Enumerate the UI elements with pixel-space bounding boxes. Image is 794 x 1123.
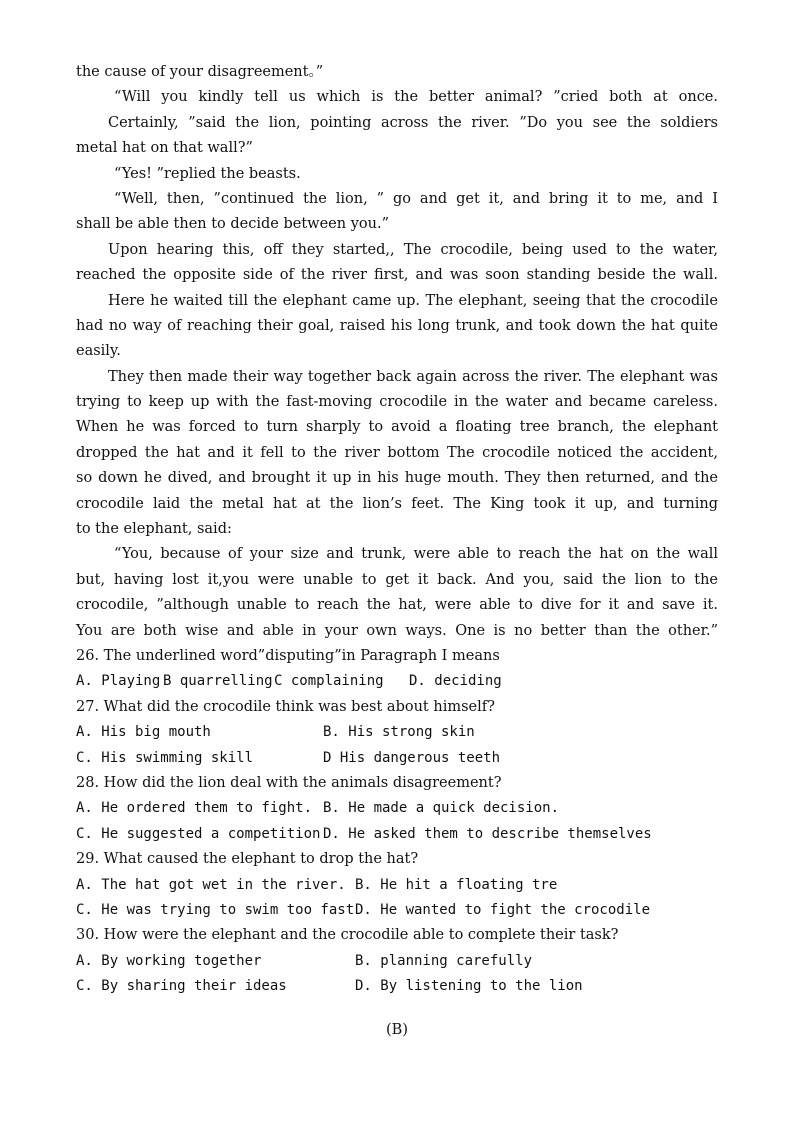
option-a: A. He ordered them to fight. [76, 800, 313, 817]
question-28-stem: 28. How did the lion deal with the animals disagreement? [76, 774, 502, 791]
passage-line: shall be able then to decide between you.” [76, 216, 389, 233]
option-b: B quarrelling [163, 673, 273, 690]
option-a: A. By working together [76, 952, 262, 969]
question-27-stem: 27. What did the crocodile think was best about himself? [76, 698, 495, 715]
passage-line: easily. [76, 343, 121, 360]
option-a: A. His big mouth [76, 724, 211, 741]
passage-line: dropped the hat and it fell to the river bottom The crocodile noticed the accident, [76, 444, 718, 461]
passage-line: Certainly, ”said the lion, pointing across the river. ”Do you see the soldiers [108, 114, 718, 131]
question-29-stem: 29. What caused the elephant to drop the hat? [76, 851, 419, 868]
question-27-options-cd [76, 746, 718, 771]
option-d: D. deciding [409, 673, 502, 690]
passage-line: Upon hearing this, off they started,, The crocodile, being used to the water, [108, 241, 718, 258]
option-c: C complaining [274, 673, 384, 690]
option-c: C. His swimming skill [76, 749, 254, 766]
section-marker: (B) [386, 1022, 408, 1038]
question-30-stem: 30. How were the elephant and the crocodile able to complete their task? [76, 927, 619, 944]
question-27-options-ab [76, 720, 718, 745]
passage-line: to the elephant, said: [76, 521, 232, 538]
passage-line: trying to keep up with the fast-moving crocodile in the water and became careless. [76, 394, 718, 411]
question-28-options-cd [76, 822, 718, 847]
option-b: B. His strong skin [323, 724, 475, 741]
passage-line: When he was forced to turn sharply to avoid a floating tree branch, the elephant [76, 419, 718, 436]
question-26-options [76, 669, 718, 694]
document-page [76, 60, 718, 999]
passage-line: reached the opposite side of the river first, and was soon standing beside the wall. [76, 267, 718, 284]
option-b: B. He hit a floating tre [355, 876, 558, 893]
question-list [76, 644, 718, 999]
option-b: B. planning carefully [355, 952, 533, 969]
question-26-stem: 26. The underlined word”disputing”in Paragraph I means [76, 647, 500, 664]
passage-line: the cause of your disagreement。” [76, 64, 324, 80]
passage-line: crocodile laid the metal hat at the lion’s feet. The King took it up, and turning [76, 495, 718, 512]
question-29-options-cd [76, 898, 718, 923]
passage-line: metal hat on that wall?” [76, 140, 253, 157]
passage-line: “Will you kindly tell us which is the better animal? ”cried both at once. [114, 89, 718, 106]
option-a: A. Playing [76, 673, 161, 690]
question-30-options-ab [76, 949, 718, 974]
reading-passage [76, 60, 718, 644]
passage-line: They then made their way together back again across the river. The elephant was [108, 368, 718, 385]
option-c: C. He was trying to swim too fast [76, 901, 355, 918]
passage-line: “Well, then, ”continued the lion, ” go and get it, and bring it to me, and I [114, 190, 718, 207]
question-29-options-ab [76, 873, 718, 898]
option-c: C. He suggested a competition [76, 825, 321, 842]
passage-line: had no way of reaching their goal, raised his long trunk, and took down the hat quite [76, 317, 718, 334]
passage-line: so down he dived, and brought it up in his huge mouth. They then returned, and the [76, 470, 718, 487]
passage-line: crocodile, ”although unable to reach the hat, were able to dive for it and save it. [76, 597, 718, 614]
option-b: B. He made a quick decision. [323, 800, 560, 817]
passage-line: “You, because of your size and trunk, were able to reach the hat on the wall [114, 546, 718, 563]
passage-line: You are both wise and able in your own ways. One is no better than the other.” [76, 622, 718, 639]
passage-line: “Yes! ”replied the beasts. [114, 165, 301, 182]
option-d: D. He wanted to fight the crocodile [355, 901, 651, 918]
passage-line: Here he waited till the elephant came up. The elephant, seeing that the crocodile [108, 292, 718, 309]
option-d: D. He asked them to describe themselves [323, 825, 652, 842]
option-a: A. The hat got wet in the river. [76, 876, 346, 893]
option-c: C. By sharing their ideas [76, 978, 287, 995]
option-d: D. By listening to the lion [355, 978, 583, 995]
question-30-options-cd [76, 974, 718, 999]
option-d: D His dangerous teeth [323, 749, 501, 766]
passage-line: but, having lost it,you were unable to get it back. And you, said the lion to the [76, 571, 718, 588]
question-28-options-ab [76, 796, 718, 821]
